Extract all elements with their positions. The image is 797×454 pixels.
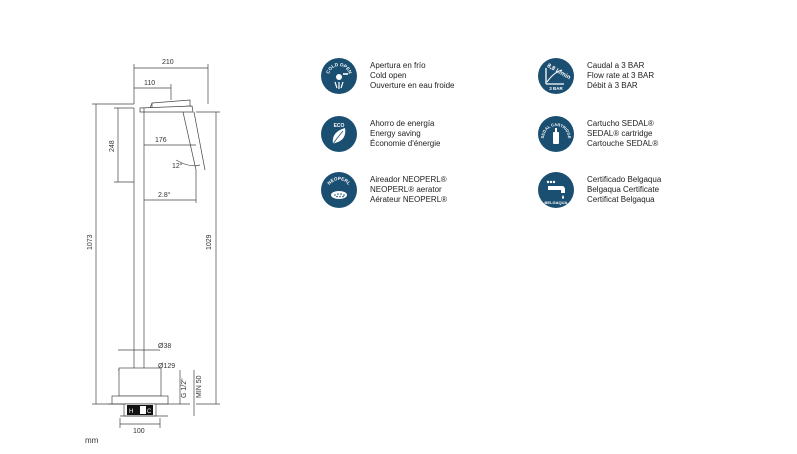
dim-angle-bottom: 2.8°: [158, 192, 171, 199]
sedal-cartridge-icon: [538, 116, 574, 152]
dim-base-width: 100: [133, 428, 145, 435]
eco-leaf-icon: [321, 116, 357, 152]
feature-line: Cold open: [370, 71, 407, 80]
feature-line: Aireador NEOPERL®: [370, 175, 447, 184]
feature-cold-open: [321, 58, 455, 94]
dim-total-height: 1073: [87, 234, 94, 250]
feature-line: Caudal a 3 BAR: [587, 61, 645, 70]
svg-text:ECO: ECO: [333, 123, 345, 129]
dim-angle-top: 12°: [172, 163, 183, 170]
feature-line: Débit à 3 BAR: [587, 81, 638, 90]
svg-text:SEDAL CARTRIDGE: SEDAL CARTRIDGE: [539, 121, 573, 139]
feature-neoperl: [321, 172, 447, 208]
feature-line: Cartucho SEDAL®: [587, 119, 654, 128]
feature-line: Aérateur NEOPERL®: [370, 195, 448, 204]
dim-width-total: 210: [162, 59, 174, 66]
feature-line: Certificado Belgaqua: [587, 175, 662, 184]
dim-min-depth: MIN 50: [196, 375, 203, 398]
flow-rate-icon: [538, 58, 574, 94]
feature-sedal: [538, 116, 658, 152]
feature-belgaqua: [538, 172, 661, 208]
belgaqua-tap-icon: [538, 172, 574, 208]
svg-text:3 BAR: 3 BAR: [549, 86, 563, 91]
dim-spout-height: 248: [109, 140, 116, 152]
feature-eco: [321, 116, 440, 152]
svg-text:8,8 L/min: 8,8 L/min: [545, 63, 572, 82]
svg-text:NEOPERL: NEOPERL: [326, 175, 352, 186]
cold-open-icon: [321, 58, 357, 94]
feature-line: NEOPERL® aerator: [370, 185, 442, 194]
feature-line: Ouverture en eau froide: [370, 81, 455, 90]
dim-outlet-height: 1029: [206, 234, 213, 250]
unit-label: mm: [85, 436, 99, 445]
dim-tube-diameter: Ø38: [158, 343, 172, 350]
svg-text:BELGAQUA: BELGAQUA: [544, 200, 568, 205]
cold-mark: C: [147, 409, 152, 415]
feature-line: SEDAL® cartridge: [587, 129, 653, 138]
feature-line: Apertura en frío: [370, 61, 426, 70]
dim-width-spout: 110: [144, 80, 156, 87]
feature-line: Energy saving: [370, 129, 421, 138]
neoperl-aerator-icon: [321, 172, 357, 208]
feature-line: Flow rate at 3 BAR: [587, 71, 655, 80]
feature-flow-rate: [538, 58, 654, 94]
dim-connection: G 1/2": [181, 378, 188, 398]
svg-text:COLD OPEN: COLD OPEN: [325, 61, 353, 75]
dim-base-diameter: Ø129: [158, 363, 176, 370]
hot-mark: H: [129, 409, 134, 415]
feature-line: Certificat Belgaqua: [587, 195, 655, 204]
feature-line: Économie d'énergie: [370, 139, 441, 148]
feature-line: Ahorro de energía: [370, 119, 435, 128]
feature-line: Cartouche SEDAL®: [587, 139, 659, 148]
feature-line: Belgaqua Certificate: [587, 185, 660, 194]
dim-spout-reach: 176: [155, 137, 167, 144]
